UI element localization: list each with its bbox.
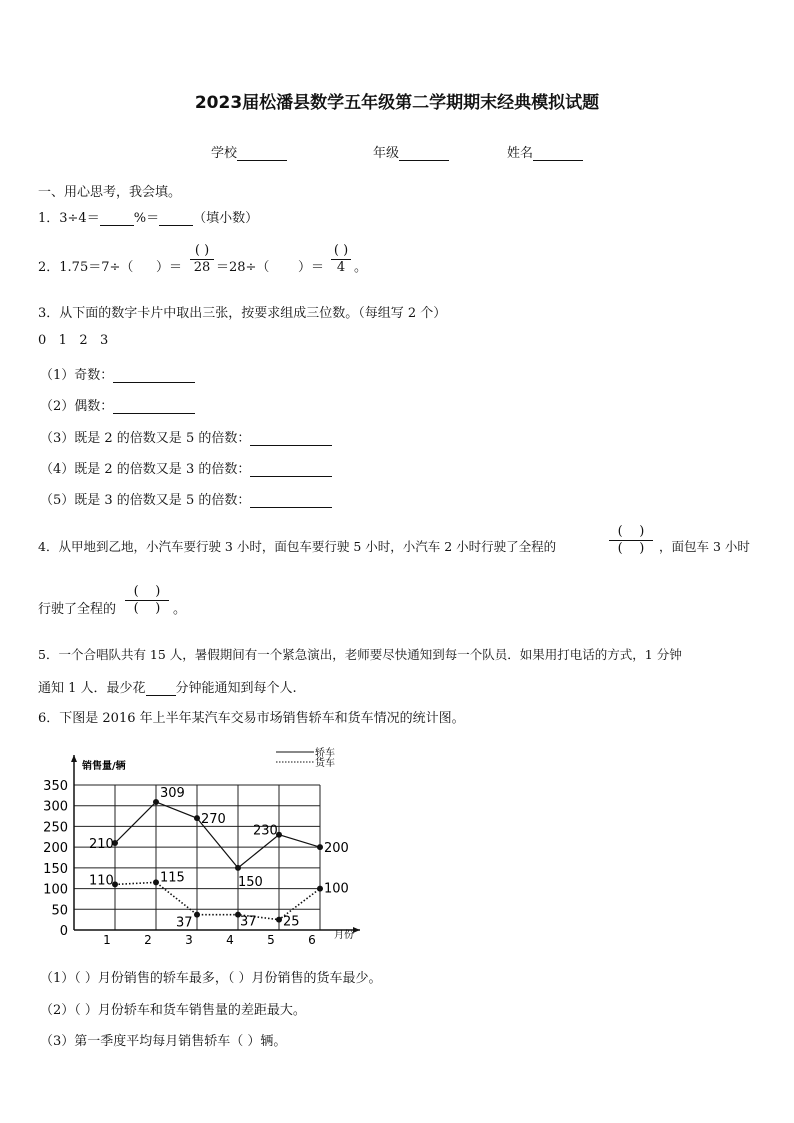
data-label-2: 37 <box>176 915 193 931</box>
q1-text-b: %＝ <box>133 211 160 226</box>
data-point-2 <box>194 912 200 918</box>
section-heading: 一、用心思考，我会填。 <box>38 185 182 200</box>
x-tick-label: 6 <box>308 933 316 947</box>
q6-sub-1: （1）（ ）月份销售的轿车最多，（ ）月份销售的货车最少。 <box>40 971 382 986</box>
legend-label-2: 货车 <box>315 758 335 769</box>
question-2-b: ）＝ <box>156 260 183 275</box>
x-tick-label: 4 <box>226 933 234 947</box>
x-axis-arrow <box>353 927 360 933</box>
y-tick-label: 150 <box>43 861 68 877</box>
grade-label: 年级 <box>373 146 400 161</box>
data-label-1: 200 <box>324 841 349 857</box>
x-axis-label: 月份 <box>334 930 354 941</box>
q6-sub-3: （3）第一季度平均每月销售轿车（ ）辆。 <box>40 1034 287 1049</box>
q3-item-3[interactable] <box>40 427 332 446</box>
q4-frac2-numerator: ( ) <box>133 584 161 599</box>
data-point-2 <box>153 879 159 885</box>
data-label-2: 115 <box>160 870 185 886</box>
question-4-a: 4．从甲地到乙地，小汽车要行驶 3 小时，面包车要行驶 5 小时，小汽车 2 小时行驶了全程的 <box>38 539 557 554</box>
y-tick-label: 0 <box>59 924 68 939</box>
question-4-b: ，面包车 3 小时 <box>659 539 750 554</box>
question-2-d: ）＝ <box>298 260 325 275</box>
question-1 <box>38 207 258 226</box>
q4-frac1-numerator: ( ) <box>617 524 645 539</box>
legend-label-1: 轿车 <box>315 748 335 759</box>
question-2-end: 。 <box>354 260 368 275</box>
data-label-1: 309 <box>160 785 185 801</box>
data-point-1 <box>194 815 200 821</box>
x-tick-label: 2 <box>144 933 152 947</box>
q4-fraction-2[interactable] <box>125 584 169 617</box>
q3-blank-3[interactable] <box>250 431 332 446</box>
x-tick-label: 5 <box>267 933 275 947</box>
data-label-1: 230 <box>253 823 278 839</box>
q3-item-2[interactable] <box>40 395 195 414</box>
q3-blank-5[interactable] <box>250 493 332 508</box>
q3-item-4[interactable] <box>40 458 332 477</box>
chart-grid <box>74 785 320 930</box>
data-label-2: 25 <box>283 914 300 930</box>
q1-blank-2[interactable] <box>159 212 193 226</box>
data-point-2 <box>317 886 323 892</box>
question-2-c: ＝28÷（ <box>216 260 270 275</box>
name-label: 姓名 <box>507 146 534 161</box>
q2-frac2-denominator: 4 <box>336 260 346 275</box>
y-axis-arrow <box>71 755 77 762</box>
q2-fraction-1[interactable] <box>190 243 214 276</box>
school-field[interactable] <box>211 142 287 161</box>
x-tick-label: 1 <box>103 933 111 947</box>
name-field[interactable] <box>507 142 583 161</box>
q3-item-5[interactable] <box>40 489 332 508</box>
data-label-2: 100 <box>324 881 349 897</box>
q2-frac1-numerator: ( ) <box>194 243 210 258</box>
q1-blank-1[interactable] <box>100 212 134 226</box>
question-4-c: 行驶了全程的 <box>38 602 117 617</box>
q2-frac2-numerator: ( ) <box>333 243 349 258</box>
y-tick-label: 300 <box>43 799 68 815</box>
data-label-1: 270 <box>201 812 226 828</box>
question-6: 6．下图是 2016 年上半年某汽车交易市场销售轿车和货车情况的统计图。 <box>38 711 465 726</box>
chart-labels <box>43 759 354 947</box>
data-label-2: 37 <box>240 914 257 930</box>
data-point-2 <box>276 917 282 923</box>
chart-legend <box>276 747 335 769</box>
q3-blank-1[interactable] <box>113 368 195 383</box>
question-3: 3．从下面的数字卡片中取出三张，按要求组成三位数。（每组写 2 个） <box>38 306 447 321</box>
q3-blank-4[interactable] <box>250 462 332 477</box>
y-tick-label: 350 <box>43 779 68 794</box>
data-label-1: 210 <box>89 837 114 852</box>
question-4-d: 。 <box>173 602 187 617</box>
q3-item-3-label: （3）既是 2 的倍数又是 5 的倍数： <box>40 431 251 446</box>
q5-blank[interactable] <box>146 682 176 696</box>
q3-item-2-label: （2）偶数： <box>40 399 114 414</box>
data-point-1 <box>235 865 241 871</box>
q3-item-5-label: （5）既是 3 的倍数又是 5 的倍数： <box>40 493 251 508</box>
y-tick-label: 200 <box>43 841 68 857</box>
data-label-1: 150 <box>238 874 263 890</box>
q3-item-1-label: （1）奇数： <box>40 368 114 383</box>
q6-sub-2: （2）（ ）月份轿车和货车销售量的差距最大。 <box>40 1003 306 1018</box>
data-point-1 <box>317 844 323 850</box>
grade-field[interactable] <box>373 142 449 161</box>
sales-line-chart <box>30 745 390 960</box>
y-tick-label: 250 <box>43 820 68 836</box>
q1-text-a: 1．3÷4＝ <box>38 211 100 226</box>
x-tick-label: 3 <box>185 933 193 947</box>
q4-frac1-denominator: ( ) <box>617 541 645 556</box>
q3-item-1[interactable] <box>40 364 195 383</box>
q1-text-c: （填小数） <box>193 211 259 226</box>
page-title: 2023届松潘县数学五年级第二学期期末经典模拟试题 <box>194 93 600 113</box>
school-label: 学校 <box>211 146 238 161</box>
q2-frac1-denominator: 28 <box>193 260 211 275</box>
q4-frac2-denominator: ( ) <box>133 601 161 616</box>
q3-item-4-label: （4）既是 2 的倍数又是 3 的倍数： <box>40 462 251 477</box>
q4-fraction-1[interactable] <box>609 524 653 557</box>
y-axis-label: 销售量/辆 <box>82 761 126 772</box>
q2-fraction-2[interactable] <box>331 243 351 276</box>
question-2-a: 2．1.75＝7÷（ <box>38 260 134 275</box>
y-tick-label: 50 <box>51 903 68 919</box>
question-5-a: 5．一个合唱队共有 15 人，暑假期间有一个紧急演出，老师要尽快通知到每一个队员．如果用打电话的方式，1 分钟 <box>38 647 682 662</box>
data-label-2: 110 <box>89 873 114 889</box>
data-point-1 <box>153 799 159 805</box>
y-tick-label: 100 <box>43 882 68 898</box>
digit-cards: 0 1 2 3 <box>38 333 109 348</box>
q3-blank-2[interactable] <box>113 399 195 414</box>
q5-text-b: 通知 1 人．最少花 <box>38 681 146 696</box>
question-5-b <box>38 677 297 696</box>
q5-text-c: 分钟能通知到每个人. <box>175 681 297 696</box>
